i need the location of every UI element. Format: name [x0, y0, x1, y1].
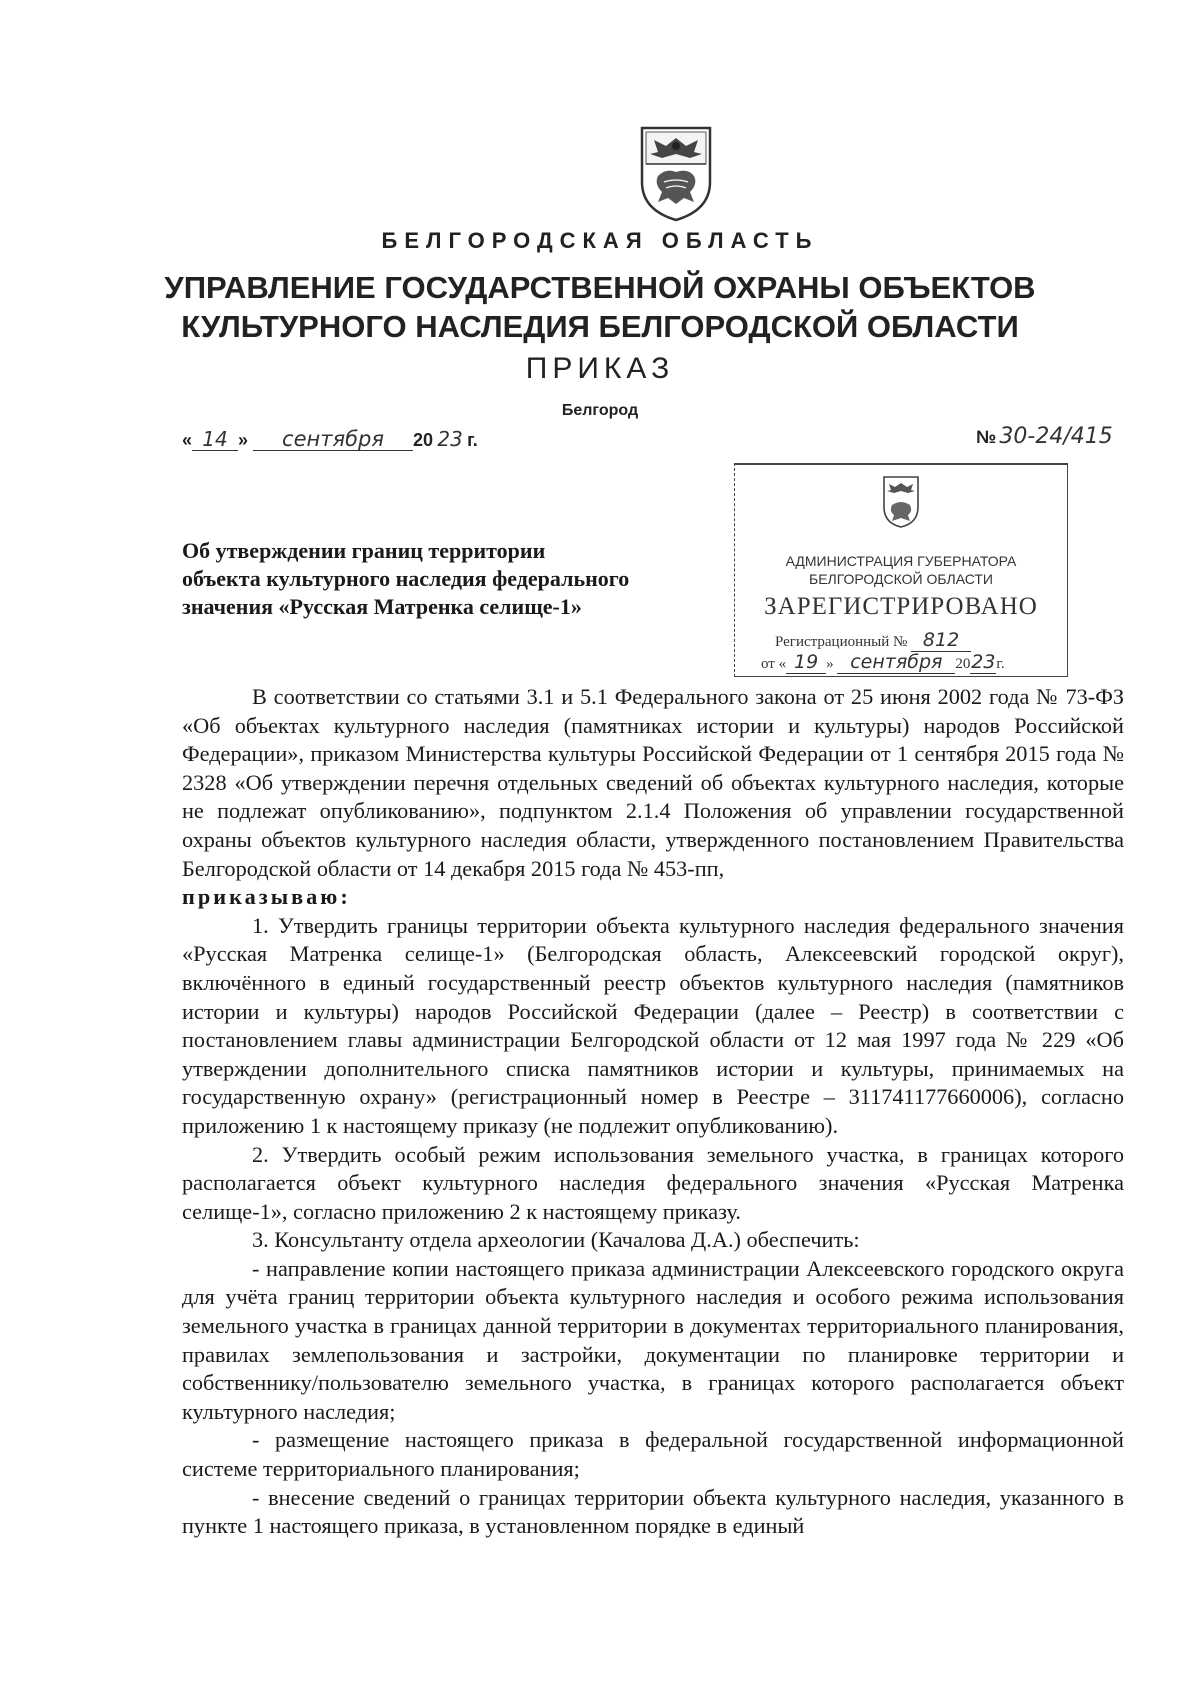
agency-name: [0, 268, 1200, 346]
order-number-value: 30-24/415: [999, 424, 1113, 449]
order-title-line1: Об утверждении границ территории: [182, 538, 546, 563]
date-day: 14: [192, 428, 238, 451]
city-name: Белгород: [561, 402, 639, 419]
item-3a-paragraph: - направление копии настоящего приказа администрации Алексеевского городского округа для учёта границ территории объекта культурного наследия и особого режима использования земельного участка в границах данной территории в документах территориального планирования, правилах землепользования и застройки, документации по планировке территории и собственнику/пользователю земельного участка, в границах которого располагается объект культурного наследия;: [182, 1255, 1124, 1424]
item-3c-paragraph: - внесение сведений о границах территории объекта культурного наследия, указанного в пункте 1 настоящего приказа, в установленном порядке в единый: [182, 1484, 1124, 1539]
date-close-quote: »: [238, 430, 249, 450]
stamp-date-close: »: [826, 656, 834, 672]
registration-stamp: [734, 463, 1068, 677]
stamp-emblem-icon: [881, 475, 921, 529]
order-title: [182, 537, 722, 621]
date-year-unit: г.: [467, 430, 478, 450]
item-2-paragraph: 2. Утвердить особый режим использования земельного участка, в границах которого располагается объект культурного наследия федерального значения «Русская Матренка селище-1», согласно приложению 2 к настоящему приказу.: [182, 1141, 1124, 1224]
document-type: ПРИКАЗ: [525, 352, 675, 385]
agency-name-line2: КУЛЬТУРНОГО НАСЛЕДИЯ БЕЛГОРОДСКОЙ ОБЛАСТИ: [181, 309, 1019, 344]
stamp-date-day: 19: [786, 651, 826, 674]
item-1-paragraph: 1. Утвердить границы территории объекта культурного наследия федерального значения «Русская Матренка селище-1» (Белгородская область, Алексеевский городской округ), включённого в единый государственный реестр объектов культурного наследия (памятников истории и культуры) народов Российской Федерации (далее – Реестр) в соответствии с постановлением главы администрации Белгородской области от 12 мая 1997 года № 229 «Об утверждении дополнительного списка памятников истории и культуры, принимаемых на государственную охрану» (регистрационный номер в Реестре – 311741177660006), согласно приложению 1 к настоящему приказу (не подлежит опубликованию).: [182, 912, 1124, 1138]
stamp-authority-line2: БЕЛГОРОДСКОЙ ОБЛАСТИ: [809, 571, 993, 587]
preamble-paragraph: В соответствии со статьями 3.1 и 5.1 Федерального закона от 25 июня 2002 года № 73-ФЗ «Об объектах культурного наследия (памятниках истории и культуры) народов Российской Федерации», приказом Министерства культуры Российской Федерации от 1 сентября 2015 года № 2328 «Об утверждении перечня отдельных сведений об объектах культурного наследия, которые не подлежат опубликованию», подпунктом 2.1.4 Положения об управлении государственной охраны объектов культурного наследия области, утвержденного постановлением Правительства Белгородской области от 14 декабря 2015 года № 453-пп,: [182, 684, 1124, 881]
order-word: приказываю:: [182, 884, 351, 910]
stamp-reg-label: Регистрационный №: [775, 634, 908, 650]
stamp-date-year-unit: г.: [996, 656, 1005, 672]
stamp-date-month: сентября: [837, 651, 955, 674]
order-number-prefix: №: [976, 427, 997, 447]
coat-of-arms-icon: [636, 124, 716, 222]
item-3b-paragraph: - размещение настоящего приказа в федеральной государственной информационной системе территориального планирования;: [182, 1427, 1124, 1482]
agency-name-line1: УПРАВЛЕНИЕ ГОСУДАРСТВЕННОЙ ОХРАНЫ ОБЪЕКТОВ: [164, 270, 1036, 305]
order-date: [182, 428, 478, 451]
stamp-date: [761, 651, 1005, 674]
date-month: сентября: [253, 428, 413, 451]
stamp-date-year-suffix: 23: [971, 651, 996, 673]
date-year-suffix: 23: [437, 427, 463, 451]
region-name: БЕЛГОРОДСКАЯ ОБЛАСТЬ: [381, 228, 819, 253]
stamp-reg-number: 812: [911, 629, 971, 652]
item-3-paragraph: 3. Консультанту отдела археологии (Качалова Д.А.) обеспечить:: [252, 1227, 860, 1253]
order-body: [182, 683, 1124, 1541]
order-word-paragraph: [182, 883, 1124, 912]
date-open-quote: «: [182, 430, 193, 450]
stamp-date-year-prefix: 20: [955, 656, 971, 672]
order-title-line3: значения «Русская Матренка селище-1»: [182, 594, 582, 619]
stamp-registration: [775, 629, 971, 652]
date-year-prefix: 20: [413, 430, 434, 450]
order-title-line2: объекта культурного наследия федерального: [182, 566, 630, 591]
stamp-date-from: от «: [761, 656, 787, 672]
order-number: [976, 426, 1116, 448]
stamp-authority-line1: АДМИНИСТРАЦИЯ ГУБЕРНАТОРА: [785, 553, 1017, 569]
stamp-status: ЗАРЕГИСТРИРОВАНО: [764, 593, 1038, 620]
